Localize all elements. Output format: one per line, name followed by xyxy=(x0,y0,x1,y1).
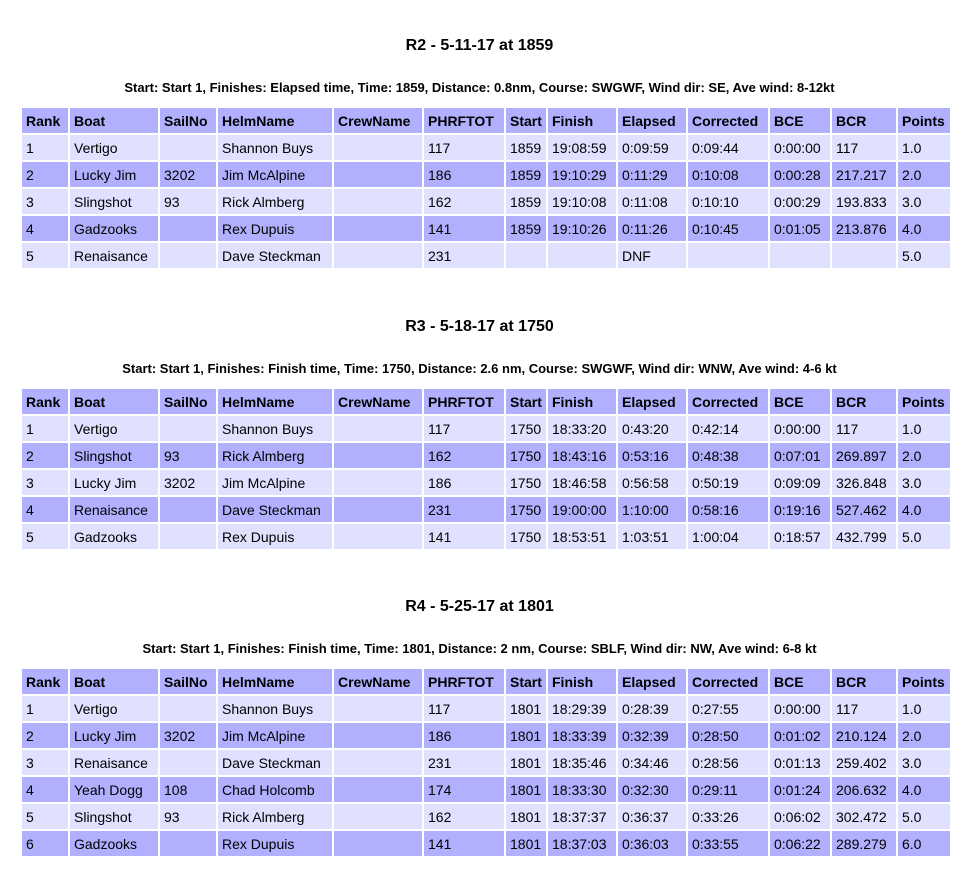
cell-boat: Gadzooks xyxy=(70,216,158,241)
cell-start: 1801 xyxy=(506,831,546,856)
cell-finish: 18:33:20 xyxy=(548,416,616,441)
cell-phrftot: 186 xyxy=(424,470,504,495)
cell-bce: 0:07:01 xyxy=(770,443,830,468)
race-title: R2 - 5-11-17 at 1859 xyxy=(405,37,554,54)
cell-finish: 18:43:16 xyxy=(548,443,616,468)
cell-helmname: Rex Dupuis xyxy=(218,831,332,856)
cell-bcr: 289.279 xyxy=(832,831,896,856)
cell-phrftot: 174 xyxy=(424,777,504,802)
col-header-start: Start xyxy=(506,389,546,414)
cell-elapsed: 0:53:16 xyxy=(618,443,686,468)
cell-crewname xyxy=(334,189,422,214)
table-row xyxy=(22,470,950,495)
cell-finish: 19:00:00 xyxy=(548,497,616,522)
cell-bcr: 117 xyxy=(832,135,896,160)
cell-points: 5.0 xyxy=(898,524,950,549)
cell-start: 1859 xyxy=(506,135,546,160)
cell-elapsed: 0:11:29 xyxy=(618,162,686,187)
cell-rank: 3 xyxy=(22,470,68,495)
col-header-points: Points xyxy=(898,669,950,694)
results-body xyxy=(22,135,950,268)
cell-corrected: 1:00:04 xyxy=(688,524,768,549)
cell-bce: 0:01:24 xyxy=(770,777,830,802)
col-header-boat: Boat xyxy=(70,669,158,694)
cell-bcr: 217.217 xyxy=(832,162,896,187)
cell-corrected: 0:28:50 xyxy=(688,723,768,748)
cell-boat: Lucky Jim xyxy=(70,723,158,748)
col-header-crewname: CrewName xyxy=(334,389,422,414)
cell-bcr: 259.402 xyxy=(832,750,896,775)
cell-rank: 4 xyxy=(22,777,68,802)
cell-rank: 1 xyxy=(22,416,68,441)
cell-bce: 0:18:57 xyxy=(770,524,830,549)
cell-elapsed: 0:36:37 xyxy=(618,804,686,829)
cell-helmname: Jim McAlpine xyxy=(218,723,332,748)
cell-finish: 18:53:51 xyxy=(548,524,616,549)
cell-bce: 0:09:09 xyxy=(770,470,830,495)
col-header-bce: BCE xyxy=(770,389,830,414)
cell-sailno xyxy=(160,216,216,241)
cell-boat: Renaisance xyxy=(70,497,158,522)
cell-bce: 0:01:05 xyxy=(770,216,830,241)
header-row xyxy=(22,108,950,133)
table-row xyxy=(22,416,950,441)
cell-start: 1859 xyxy=(506,216,546,241)
cell-helmname: Dave Steckman xyxy=(218,750,332,775)
cell-sailno xyxy=(160,497,216,522)
race-title: R4 - 5-25-17 at 1801 xyxy=(405,598,554,615)
cell-corrected: 0:48:38 xyxy=(688,443,768,468)
cell-sailno: 3202 xyxy=(160,470,216,495)
cell-points: 1.0 xyxy=(898,416,950,441)
cell-crewname xyxy=(334,777,422,802)
col-header-boat: Boat xyxy=(70,389,158,414)
cell-sailno: 93 xyxy=(160,443,216,468)
col-header-rank: Rank xyxy=(22,389,68,414)
cell-crewname xyxy=(334,470,422,495)
table-row xyxy=(22,524,950,549)
cell-corrected: 0:50:19 xyxy=(688,470,768,495)
cell-phrftot: 231 xyxy=(424,243,504,268)
cell-start: 1859 xyxy=(506,162,546,187)
cell-elapsed: 0:11:26 xyxy=(618,216,686,241)
col-header-helmname: HelmName xyxy=(218,669,332,694)
col-header-bcr: BCR xyxy=(832,389,896,414)
cell-corrected: 0:10:08 xyxy=(688,162,768,187)
cell-finish xyxy=(548,243,616,268)
cell-rank: 5 xyxy=(22,243,68,268)
cell-bce: 0:01:02 xyxy=(770,723,830,748)
cell-bcr: 206.632 xyxy=(832,777,896,802)
cell-boat: Lucky Jim xyxy=(70,470,158,495)
cell-finish: 19:10:26 xyxy=(548,216,616,241)
cell-corrected: 0:10:45 xyxy=(688,216,768,241)
table-row xyxy=(22,443,950,468)
cell-boat: Yeah Dogg xyxy=(70,777,158,802)
col-header-finish: Finish xyxy=(548,108,616,133)
cell-rank: 3 xyxy=(22,750,68,775)
cell-helmname: Chad Holcomb xyxy=(218,777,332,802)
cell-points: 2.0 xyxy=(898,162,950,187)
cell-points: 4.0 xyxy=(898,216,950,241)
table-row xyxy=(22,804,950,829)
cell-start: 1801 xyxy=(506,750,546,775)
col-header-finish: Finish xyxy=(548,389,616,414)
cell-bce: 0:00:00 xyxy=(770,135,830,160)
col-header-phrftot: PHRFTOT xyxy=(424,389,504,414)
cell-bce: 0:00:00 xyxy=(770,416,830,441)
cell-finish: 18:33:30 xyxy=(548,777,616,802)
cell-boat: Vertigo xyxy=(70,416,158,441)
cell-bcr: 117 xyxy=(832,696,896,721)
cell-start: 1801 xyxy=(506,777,546,802)
cell-phrftot: 162 xyxy=(424,443,504,468)
cell-elapsed: 0:43:20 xyxy=(618,416,686,441)
cell-boat: Renaisance xyxy=(70,750,158,775)
cell-finish: 18:33:39 xyxy=(548,723,616,748)
cell-corrected: 0:33:55 xyxy=(688,831,768,856)
results-table xyxy=(20,106,952,270)
cell-sailno: 93 xyxy=(160,804,216,829)
cell-helmname: Jim McAlpine xyxy=(218,162,332,187)
cell-bce: 0:01:13 xyxy=(770,750,830,775)
cell-start: 1750 xyxy=(506,497,546,522)
results-table xyxy=(20,387,952,551)
header-row xyxy=(22,389,950,414)
table-row xyxy=(22,777,950,802)
cell-start: 1750 xyxy=(506,524,546,549)
cell-crewname xyxy=(334,162,422,187)
cell-sailno: 93 xyxy=(160,189,216,214)
cell-crewname xyxy=(334,831,422,856)
col-header-bce: BCE xyxy=(770,669,830,694)
cell-finish: 18:37:03 xyxy=(548,831,616,856)
cell-rank: 5 xyxy=(22,804,68,829)
cell-sailno xyxy=(160,696,216,721)
header-row xyxy=(22,669,950,694)
cell-points: 1.0 xyxy=(898,135,950,160)
cell-rank: 1 xyxy=(22,696,68,721)
cell-boat: Slingshot xyxy=(70,804,158,829)
cell-bcr: 432.799 xyxy=(832,524,896,549)
cell-bce: 0:00:29 xyxy=(770,189,830,214)
col-header-sailno: SailNo xyxy=(160,108,216,133)
cell-helmname: Shannon Buys xyxy=(218,696,332,721)
cell-finish: 19:08:59 xyxy=(548,135,616,160)
cell-phrftot: 141 xyxy=(424,216,504,241)
col-header-corrected: Corrected xyxy=(688,108,768,133)
cell-boat: Slingshot xyxy=(70,443,158,468)
col-header-start: Start xyxy=(506,669,546,694)
col-header-phrftot: PHRFTOT xyxy=(424,669,504,694)
cell-helmname: Rex Dupuis xyxy=(218,524,332,549)
col-header-boat: Boat xyxy=(70,108,158,133)
cell-crewname xyxy=(334,135,422,160)
cell-corrected: 0:27:55 xyxy=(688,696,768,721)
cell-bcr: 117 xyxy=(832,416,896,441)
cell-crewname xyxy=(334,243,422,268)
cell-start: 1801 xyxy=(506,804,546,829)
results-body xyxy=(22,416,950,549)
cell-bcr: 269.897 xyxy=(832,443,896,468)
cell-rank: 4 xyxy=(22,216,68,241)
col-header-bce: BCE xyxy=(770,108,830,133)
cell-sailno: 3202 xyxy=(160,723,216,748)
cell-rank: 1 xyxy=(22,135,68,160)
cell-phrftot: 231 xyxy=(424,750,504,775)
cell-boat: Vertigo xyxy=(70,696,158,721)
cell-elapsed: 0:32:30 xyxy=(618,777,686,802)
cell-points: 3.0 xyxy=(898,470,950,495)
cell-corrected: 0:42:14 xyxy=(688,416,768,441)
cell-elapsed: 0:36:03 xyxy=(618,831,686,856)
cell-sailno xyxy=(160,135,216,160)
cell-phrftot: 117 xyxy=(424,416,504,441)
cell-finish: 19:10:29 xyxy=(548,162,616,187)
cell-elapsed: 0:32:39 xyxy=(618,723,686,748)
col-header-points: Points xyxy=(898,389,950,414)
cell-start: 1801 xyxy=(506,723,546,748)
table-row xyxy=(22,750,950,775)
cell-bcr xyxy=(832,243,896,268)
col-header-crewname: CrewName xyxy=(334,108,422,133)
cell-corrected: 0:10:10 xyxy=(688,189,768,214)
cell-crewname xyxy=(334,804,422,829)
col-header-elapsed: Elapsed xyxy=(618,108,686,133)
cell-crewname xyxy=(334,750,422,775)
table-row xyxy=(22,497,950,522)
cell-points: 2.0 xyxy=(898,723,950,748)
cell-points: 4.0 xyxy=(898,777,950,802)
cell-corrected xyxy=(688,243,768,268)
cell-sailno: 108 xyxy=(160,777,216,802)
cell-bce: 0:00:00 xyxy=(770,696,830,721)
cell-corrected: 0:09:44 xyxy=(688,135,768,160)
cell-elapsed: 0:28:39 xyxy=(618,696,686,721)
table-row xyxy=(22,189,950,214)
cell-phrftot: 141 xyxy=(424,831,504,856)
cell-helmname: Rex Dupuis xyxy=(218,216,332,241)
cell-rank: 5 xyxy=(22,524,68,549)
col-header-bcr: BCR xyxy=(832,108,896,133)
cell-sailno xyxy=(160,750,216,775)
col-header-crewname: CrewName xyxy=(334,669,422,694)
col-header-sailno: SailNo xyxy=(160,389,216,414)
race-title: R3 - 5-18-17 at 1750 xyxy=(405,318,554,335)
cell-start: 1750 xyxy=(506,443,546,468)
cell-start xyxy=(506,243,546,268)
cell-phrftot: 117 xyxy=(424,696,504,721)
table-row xyxy=(22,723,950,748)
cell-finish: 18:29:39 xyxy=(548,696,616,721)
cell-corrected: 0:33:26 xyxy=(688,804,768,829)
col-header-elapsed: Elapsed xyxy=(618,669,686,694)
cell-bcr: 213.876 xyxy=(832,216,896,241)
cell-points: 6.0 xyxy=(898,831,950,856)
col-header-rank: Rank xyxy=(22,669,68,694)
cell-boat: Renaisance xyxy=(70,243,158,268)
cell-phrftot: 186 xyxy=(424,723,504,748)
cell-crewname xyxy=(334,416,422,441)
cell-helmname: Rick Almberg xyxy=(218,804,332,829)
col-header-sailno: SailNo xyxy=(160,669,216,694)
cell-corrected: 0:28:56 xyxy=(688,750,768,775)
table-row xyxy=(22,216,950,241)
col-header-phrftot: PHRFTOT xyxy=(424,108,504,133)
cell-crewname xyxy=(334,497,422,522)
cell-bce: 0:19:16 xyxy=(770,497,830,522)
cell-start: 1750 xyxy=(506,416,546,441)
cell-finish: 19:10:08 xyxy=(548,189,616,214)
cell-elapsed: 0:11:08 xyxy=(618,189,686,214)
col-header-elapsed: Elapsed xyxy=(618,389,686,414)
race-start-info: Start: Start 1, Finishes: Elapsed time, Time: 1859, Distance: 0.8nm, Course: SWGWF, Wind dir: SE, Ave wind: 8-12kt xyxy=(124,80,835,95)
cell-bcr: 326.848 xyxy=(832,470,896,495)
col-header-helmname: HelmName xyxy=(218,389,332,414)
cell-start: 1801 xyxy=(506,696,546,721)
cell-bcr: 210.124 xyxy=(832,723,896,748)
table-row xyxy=(22,162,950,187)
cell-points: 1.0 xyxy=(898,696,950,721)
cell-sailno xyxy=(160,524,216,549)
table-row xyxy=(22,831,950,856)
cell-phrftot: 141 xyxy=(424,524,504,549)
cell-boat: Lucky Jim xyxy=(70,162,158,187)
cell-sailno xyxy=(160,243,216,268)
cell-phrftot: 186 xyxy=(424,162,504,187)
cell-bce: 0:00:28 xyxy=(770,162,830,187)
cell-phrftot: 117 xyxy=(424,135,504,160)
cell-finish: 18:37:37 xyxy=(548,804,616,829)
cell-sailno xyxy=(160,831,216,856)
cell-bcr: 527.462 xyxy=(832,497,896,522)
cell-helmname: Rick Almberg xyxy=(218,443,332,468)
cell-elapsed: 1:10:00 xyxy=(618,497,686,522)
table-row xyxy=(22,243,950,268)
cell-elapsed: 0:09:59 xyxy=(618,135,686,160)
cell-crewname xyxy=(334,443,422,468)
cell-boat: Vertigo xyxy=(70,135,158,160)
cell-rank: 2 xyxy=(22,162,68,187)
col-header-rank: Rank xyxy=(22,108,68,133)
cell-boat: Gadzooks xyxy=(70,831,158,856)
cell-bcr: 302.472 xyxy=(832,804,896,829)
cell-corrected: 0:29:11 xyxy=(688,777,768,802)
cell-crewname xyxy=(334,524,422,549)
col-header-corrected: Corrected xyxy=(688,389,768,414)
col-header-helmname: HelmName xyxy=(218,108,332,133)
cell-points: 5.0 xyxy=(898,804,950,829)
race-start-info: Start: Start 1, Finishes: Finish time, Time: 1750, Distance: 2.6 nm, Course: SWGWF, Wind dir: WNW, Ave wind: 4-6 kt xyxy=(122,361,837,376)
cell-start: 1750 xyxy=(506,470,546,495)
col-header-start: Start xyxy=(506,108,546,133)
cell-points: 2.0 xyxy=(898,443,950,468)
cell-start: 1859 xyxy=(506,189,546,214)
cell-sailno xyxy=(160,416,216,441)
cell-elapsed: 1:03:51 xyxy=(618,524,686,549)
cell-crewname xyxy=(334,723,422,748)
cell-points: 3.0 xyxy=(898,750,950,775)
cell-rank: 6 xyxy=(22,831,68,856)
cell-helmname: Dave Steckman xyxy=(218,243,332,268)
col-header-finish: Finish xyxy=(548,669,616,694)
cell-elapsed: 0:56:58 xyxy=(618,470,686,495)
cell-points: 3.0 xyxy=(898,189,950,214)
cell-crewname xyxy=(334,696,422,721)
cell-sailno: 3202 xyxy=(160,162,216,187)
results-table xyxy=(20,667,952,858)
cell-phrftot: 162 xyxy=(424,804,504,829)
col-header-bcr: BCR xyxy=(832,669,896,694)
cell-finish: 18:35:46 xyxy=(548,750,616,775)
cell-points: 4.0 xyxy=(898,497,950,522)
cell-bcr: 193.833 xyxy=(832,189,896,214)
cell-finish: 18:46:58 xyxy=(548,470,616,495)
cell-rank: 3 xyxy=(22,189,68,214)
cell-helmname: Dave Steckman xyxy=(218,497,332,522)
table-row xyxy=(22,135,950,160)
cell-helmname: Rick Almberg xyxy=(218,189,332,214)
cell-points: 5.0 xyxy=(898,243,950,268)
cell-elapsed: DNF xyxy=(618,243,686,268)
cell-elapsed: 0:34:46 xyxy=(618,750,686,775)
race-start-info: Start: Start 1, Finishes: Finish time, Time: 1801, Distance: 2 nm, Course: SBLF, Wind dir: NW, Ave wind: 6-8 kt xyxy=(142,641,817,656)
cell-bce xyxy=(770,243,830,268)
cell-helmname: Jim McAlpine xyxy=(218,470,332,495)
col-header-points: Points xyxy=(898,108,950,133)
cell-phrftot: 231 xyxy=(424,497,504,522)
results-body xyxy=(22,696,950,856)
cell-rank: 2 xyxy=(22,723,68,748)
cell-boat: Gadzooks xyxy=(70,524,158,549)
cell-rank: 4 xyxy=(22,497,68,522)
cell-boat: Slingshot xyxy=(70,189,158,214)
cell-bce: 0:06:02 xyxy=(770,804,830,829)
cell-bce: 0:06:22 xyxy=(770,831,830,856)
cell-corrected: 0:58:16 xyxy=(688,497,768,522)
cell-rank: 2 xyxy=(22,443,68,468)
table-row xyxy=(22,696,950,721)
cell-helmname: Shannon Buys xyxy=(218,135,332,160)
cell-helmname: Shannon Buys xyxy=(218,416,332,441)
cell-phrftot: 162 xyxy=(424,189,504,214)
cell-crewname xyxy=(334,216,422,241)
col-header-corrected: Corrected xyxy=(688,669,768,694)
